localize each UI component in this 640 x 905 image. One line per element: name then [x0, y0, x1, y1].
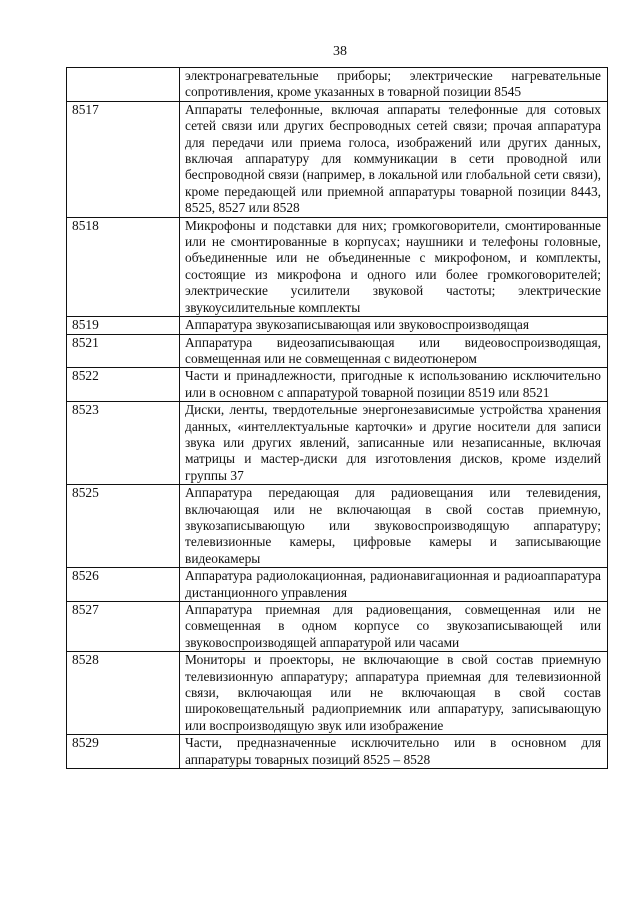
table-row: [67, 217, 608, 316]
description-cell: электронагревательные приборы; электрические нагревательные сопротивления, кроме указанных в товарной позиции 8545: [180, 68, 608, 102]
page-number: 38: [333, 44, 347, 59]
table-body: [67, 68, 608, 769]
description-cell: Аппаратура видеозаписывающая или видеовоспроизводящая, совмещенная или не совмещенная с видеотюнером: [180, 334, 608, 368]
hs-code-cell: [67, 68, 180, 102]
hs-code-cell: 8529: [67, 735, 180, 769]
table-row: [67, 602, 608, 652]
description-cell: Аппаратура радиолокационная, радионавигационная и радиоаппаратура дистанционного управления: [180, 568, 608, 602]
table-row: [67, 334, 608, 368]
hs-code-cell: 8523: [67, 402, 180, 485]
table-row: [67, 317, 608, 334]
hs-code-cell: 8518: [67, 217, 180, 316]
table-row: [67, 402, 608, 485]
table-row: [67, 68, 608, 102]
description-cell: Аппаратура приемная для радиовещания, совмещенная или не совмещенная в одном корпусе со звукозаписывающей или звуковоспроизводящей аппаратурой или часами: [180, 602, 608, 652]
hs-code-cell: 8528: [67, 652, 180, 735]
description-cell: Мониторы и проекторы, не включающие в свой состав приемную телевизионную аппаратуру; аппаратура приемная для телевизионной связи, включающая или не включающая в свой состав широковещательный радиоприемник или аппаратуру, записывающую или воспроизводящую звук или изображение: [180, 652, 608, 735]
description-cell: Диски, ленты, твердотельные энергонезависимые устройства хранения данных, «интеллектуальные карточки» и другие носители для записи звука или других явлений, записанные или незаписанные, включая матрицы и мастер-диски для изготовления дисков, кроме изделий группы 37: [180, 402, 608, 485]
table-row: [67, 485, 608, 568]
hs-code-cell: 8522: [67, 368, 180, 402]
hs-code-cell: 8525: [67, 485, 180, 568]
hs-code-cell: 8521: [67, 334, 180, 368]
hs-code-cell: 8527: [67, 602, 180, 652]
description-cell: Части и принадлежности, пригодные к использованию исключительно или в основном с аппаратурой товарной позиции 8519 или 8521: [180, 368, 608, 402]
description-cell: Аппаратура звукозаписывающая или звуковоспроизводящая: [180, 317, 608, 334]
table-row: [67, 568, 608, 602]
table-row: [67, 101, 608, 217]
description-cell: Части, предназначенные исключительно или в основном для аппаратуры товарных позиций 8525 – 8528: [180, 735, 608, 769]
description-cell: Аппаратура передающая для радиовещания или телевидения, включающая или не включающая в свой состав приемную, звукозаписывающую или звуковоспроизводящую аппаратуру; телевизионные камеры, цифровые камеры и записывающие видеокамеры: [180, 485, 608, 568]
table-row: [67, 652, 608, 735]
commodity-code-table: [66, 67, 608, 769]
hs-code-cell: 8517: [67, 101, 180, 217]
hs-code-cell: 8526: [67, 568, 180, 602]
table-row: [67, 735, 608, 769]
table-row: [67, 368, 608, 402]
description-cell: Аппараты телефонные, включая аппараты телефонные для сотовых сетей связи или других беспроводных сетей связи; прочая аппаратура для передачи или приема голоса, изображений или других данных, включая аппаратуру для коммуникации в сети проводной или беспроводной связи (например, в локальной или глобальной сети связи), кроме передающей или приемной аппаратуры товарной позиции 8443, 8525, 8527 или 8528: [180, 101, 608, 217]
description-cell: Микрофоны и подставки для них; громкоговорители, смонтированные или не смонтированные в корпусах; наушники и телефоны головные, объединенные или не объединенные с микрофоном, и комплекты, состоящие из микрофона и одного или более громкоговорителей; электрические усилители звуковой частоты; электрические звукоусилительные комплекты: [180, 217, 608, 316]
hs-code-cell: 8519: [67, 317, 180, 334]
